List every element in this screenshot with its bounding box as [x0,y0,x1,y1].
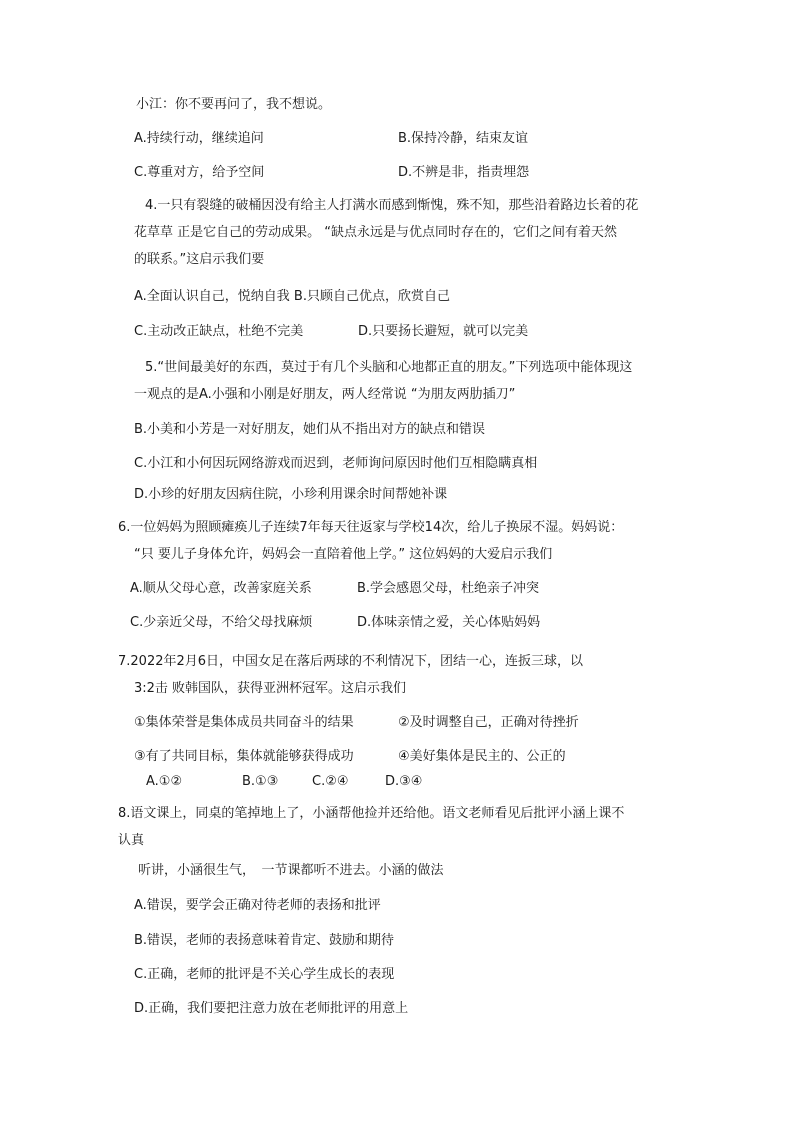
q5-option-d: D.小珍的好朋友因病住院，小珍利用课余时间帮她补课 [134,487,448,502]
q3-option-c: C.尊重对方，给予空间 [134,165,265,180]
q7-stem-line-2: 3:2击 败韩国队，获得亚洲杯冠军。这启示我们 [134,681,407,696]
q6-stem-line-1: 6.一位妈妈为照顾瘫痪儿子连续7年每天往返家与学校14次，给儿子换尿不湿。妈妈说： [118,520,624,535]
q4-option-c: C.主动改正缺点，杜绝不完美 [134,324,304,339]
q8-stem-line-3: 听讲，小涵很生气， 一节课都听不进去。小涵的做法 [138,863,444,878]
q5-option-c: C.小江和小何因玩网络游戏而迟到，老师询问原因时他们互相隐瞒真相 [134,456,538,471]
q4-option-d: D.只要扬长避短，就可以完美 [358,324,529,339]
q8-option-d: D.正确，我们要把注意力放在老师批评的用意上 [134,1001,409,1016]
q4-options-a-b: A.全面认识自己，悦纳自我 B.只顾自己优点，欣赏自己 [134,289,450,304]
q6-option-b: B.学会感恩父母，杜绝亲子冲突 [357,581,540,596]
q7-option-d: D.③④ [385,774,423,789]
q4-stem-line-2: 花草草 正是它自己的劳动成果。 “缺点永远是与优点同时存在的，它们之间有着天然 [134,225,618,240]
q6-option-c: C.少亲近父母，不给父母找麻烦 [130,615,313,630]
q5-option-b: B.小美和小芳是一对好朋友，她们从不指出对方的缺点和错误 [134,422,486,437]
q6-stem-line-2: “只 要儿子身体允许，妈妈会一直陪着他上学。” 这位妈妈的大爱启示我们 [134,547,553,562]
q8-option-c: C.正确，老师的批评是不关心学生成长的表现 [134,967,395,982]
q4-stem-line-1: 4.一只有裂缝的破桶因没有给主人打满水而感到惭愧，殊不知，那些沿着路边长着的花 [145,198,639,213]
q4-stem-line-3: 的联系。”这启示我们要 [134,252,265,267]
q8-option-a: A.错误，要学会正确对待老师的表扬和批评 [134,898,381,913]
q3-dialogue-line: 小江：你不要再问了，我不想说。 [136,97,332,112]
q7-statement-2: ②及时调整自己，正确对待挫折 [398,715,579,730]
q7-statement-3: ③有了共同目标，集体就能够获得成功 [134,749,354,764]
q5-stem-line-1: 5.“世间最美好的东西，莫过于有几个头脑和心地都正直的朋友。”下列选项中能体现这 [145,360,633,375]
q6-option-d: D.体味亲情之爱，关心体贴妈妈 [357,615,541,630]
q7-option-c: C.②④ [312,774,349,789]
q7-statement-4: ④美好集体是民主的、公正的 [398,749,566,764]
q7-option-a: A.①② [146,774,183,789]
q6-option-a: A.顺从父母心意，改善家庭关系 [130,581,312,596]
q8-stem-line-1: 8.语文课上，同桌的笔掉地上了，小涵帮他捡并还给他。语文老师看见后批评小涵上课不 [118,806,625,821]
q5-stem-line-2: 一观点的是A.小强和小刚是好朋友，两人经常说 “为朋友两肋插刀” [134,387,516,402]
q3-option-b: B.保持冷静，结束友谊 [398,131,529,146]
q8-option-b: B.错误，老师的表扬意味着肯定、鼓励和期待 [134,933,395,948]
q3-option-a: A.持续行动，继续追问 [134,131,264,146]
q7-statement-1: ①集体荣誉是集体成员共同奋斗的结果 [134,715,354,730]
q8-stem-line-2: 认真 [118,833,145,848]
q7-option-b: B.①③ [242,774,279,789]
q3-option-d: D.不辨是非，指责埋怨 [398,165,530,180]
q7-stem-line-1: 7.2022年2月6日，中国女足在落后两球的不利情况下，团结一心，连扳三球，以 [118,654,584,669]
